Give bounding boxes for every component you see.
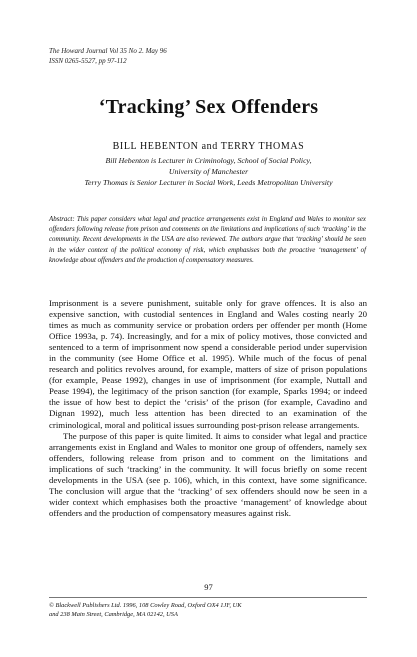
abstract-text: This paper considers what legal and practice arrangements exist in England and Wales to monitor sex offenders following release from prison and comments on the limitations and implications of such ‘tracking’ in the community. Recent developments in the USA are also reviewed. The authors argue that ‘tracking’ should be seen in the wider context of the political economy of risk, which emphasises both the proactive ‘management’ of knowledge about offenders and the production of compensatory measures. bbox=[49, 216, 366, 264]
page-number: 97 bbox=[204, 582, 213, 592]
body-paragraph: Imprisonment is a severe punishment, suitable only for grave offences. It is also an expensive sanction, with custodial sentences in England and Wales costing nearly 20 times as much as community service or probation orders per offender per month (Home Office 1993a, p. 74). Increasingly, and for a mix of policy motives, those convicted and sentenced to a term of imprisonment now spend a considerable period under supervision in the community (see Home Office et al. 1995). While much of the focus of penal research and politics revolves around, for example, matters of size of prison populations (for example, Pease 1992), changes in use of imprisonment (for example, Nuttall and Pease 1994), the legitimacy of the prison sanction (for example, Sparks 1994; or indeed the issue of how best to depict the ‘crisis’ of the prison (for example, Cavadino and Dignan 1992), much less attention has been directed to an examination of the criminological, moral and political issues surrounding post-prison release arrangements. bbox=[49, 298, 367, 430]
journal-citation: The Howard Journal Vol 35 No 2. May 96 bbox=[49, 47, 167, 55]
abstract-label: Abstract: bbox=[49, 216, 75, 223]
abstract bbox=[49, 215, 366, 266]
footer-line: and 238 Main Street, Cambridge, MA 02142, USA bbox=[49, 611, 178, 618]
affiliation-line: Bill Hebenton is Lecturer in Criminology, School of Social Policy, bbox=[105, 156, 312, 165]
article-body bbox=[49, 298, 367, 519]
author-affiliations bbox=[0, 155, 417, 188]
journal-header bbox=[49, 46, 167, 66]
footer-line: © Blackwell Publishers Ltd. 1996, 108 Cowley Road, Oxford OX4 1JF, UK bbox=[49, 602, 242, 609]
affiliation-line: Terry Thomas is Senior Lecturer in Social Work, Leeds Metropolitan University bbox=[84, 178, 333, 187]
footer-divider bbox=[49, 597, 367, 598]
article-authors: BILL HEBENTON and TERRY THOMAS bbox=[112, 141, 305, 152]
body-paragraph: The purpose of this paper is quite limited. It aims to consider what legal and practice arrangements exist in England and Wales to monitor one group of offenders, namely sex offenders, following release from prison and to comment on the limitations and implications of such ‘tracking’ in the community. It will focus briefly on some recent developments in the USA (see p. 106), which, in this context, have some significance. The conclusion will argue that the ‘tracking’ of sex offenders should now be seen in a wider context which emphasises both the proactive ‘management’ of knowledge about offenders and the production of compensatory measures against risk. bbox=[49, 430, 367, 518]
affiliation-line: University of Manchester bbox=[168, 167, 249, 176]
article-title: ‘Tracking’ Sex Offenders bbox=[98, 96, 319, 118]
journal-issn: ISSN 0265-5527, pp 97-112 bbox=[49, 57, 127, 65]
publisher-footer bbox=[49, 601, 367, 619]
